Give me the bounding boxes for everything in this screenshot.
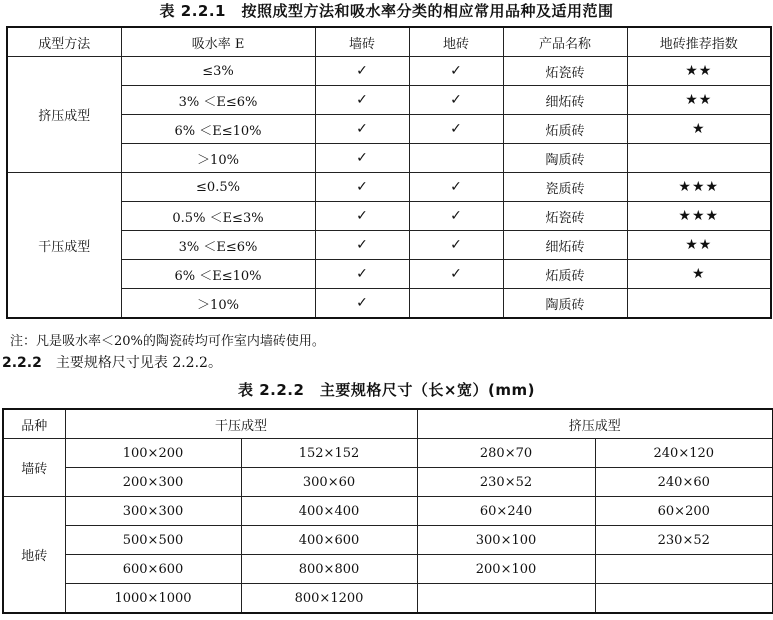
- size-cell: [595, 555, 773, 584]
- column-header: 产品名称: [503, 27, 627, 57]
- floor-tile-check: ✓: [409, 57, 503, 86]
- section-text: 主要规格尺寸见表 2.2.2。: [55, 355, 222, 371]
- section-number: 2.2.2: [2, 355, 42, 371]
- table-row: [3, 555, 773, 584]
- product-name-cell: 炻质砖: [503, 260, 627, 289]
- table-row: [7, 144, 771, 173]
- rating-stars: ★★★: [627, 202, 771, 231]
- table-row: [3, 468, 773, 497]
- table-row: [7, 289, 771, 319]
- rating-stars: ★★: [627, 86, 771, 115]
- floor-tile-check: ✓: [409, 86, 503, 115]
- wall-tile-check: ✓: [315, 144, 409, 173]
- size-cell: 60×200: [595, 497, 773, 526]
- table-2-sizes: [2, 408, 773, 614]
- size-cell: 300×60: [241, 468, 417, 497]
- product-name-cell: 瓷质砖: [503, 173, 627, 202]
- table-row: [7, 86, 771, 115]
- table-row: [3, 526, 773, 555]
- table-2-title: 表 2.2.2 主要规格尺寸（长×宽）(mm): [238, 381, 535, 399]
- product-name-cell: 炻瓷砖: [503, 202, 627, 231]
- size-cell: 280×70: [417, 439, 595, 468]
- absorption-cell: ＞10%: [121, 144, 315, 173]
- size-cell: 230×52: [595, 526, 773, 555]
- size-cell: 600×600: [65, 555, 241, 584]
- rating-stars: ★: [627, 115, 771, 144]
- table-header-row: [3, 409, 773, 439]
- size-cell: [595, 584, 773, 614]
- absorption-cell: ＞10%: [121, 289, 315, 319]
- size-cell: 152×152: [241, 439, 417, 468]
- wall-tile-check: ✓: [315, 115, 409, 144]
- floor-tile-check: ✓: [409, 231, 503, 260]
- size-cell: 400×600: [241, 526, 417, 555]
- section-2-2-2: [2, 352, 222, 372]
- rating-stars: [627, 289, 771, 319]
- rating-stars: ★★: [627, 231, 771, 260]
- size-cell: 300×100: [417, 526, 595, 555]
- variety-cell: 地砖: [3, 497, 65, 614]
- wall-tile-check: ✓: [315, 57, 409, 86]
- product-name-cell: 炻质砖: [503, 115, 627, 144]
- column-header: 地砖: [409, 27, 503, 57]
- absorption-cell: ≤3%: [121, 57, 315, 86]
- size-cell: 300×300: [65, 497, 241, 526]
- product-name-cell: 细炻砖: [503, 231, 627, 260]
- absorption-cell: 3% ＜E≤6%: [121, 231, 315, 260]
- table-row: [3, 497, 773, 526]
- wall-tile-check: ✓: [315, 289, 409, 319]
- column-header: 吸水率 E: [121, 27, 315, 57]
- size-cell: 200×100: [417, 555, 595, 584]
- floor-tile-check: [409, 289, 503, 319]
- column-header: 干压成型: [65, 409, 417, 439]
- variety-cell: 墙砖: [3, 439, 65, 497]
- size-cell: 240×60: [595, 468, 773, 497]
- rating-stars: ★★★: [627, 173, 771, 202]
- table-row: [7, 231, 771, 260]
- size-cell: 100×200: [65, 439, 241, 468]
- absorption-cell: 3% ＜E≤6%: [121, 86, 315, 115]
- wall-tile-check: ✓: [315, 260, 409, 289]
- wall-tile-check: ✓: [315, 86, 409, 115]
- size-cell: 60×240: [417, 497, 595, 526]
- table-2-body: [3, 409, 773, 613]
- size-cell: 200×300: [65, 468, 241, 497]
- size-cell: [417, 584, 595, 614]
- size-cell: 800×1200: [241, 584, 417, 614]
- rating-stars: [627, 144, 771, 173]
- table-row: [7, 202, 771, 231]
- size-cell: 230×52: [417, 468, 595, 497]
- absorption-cell: 6% ＜E≤10%: [121, 260, 315, 289]
- wall-tile-check: ✓: [315, 231, 409, 260]
- floor-tile-check: ✓: [409, 202, 503, 231]
- rating-stars: ★: [627, 260, 771, 289]
- column-header: 墙砖: [315, 27, 409, 57]
- size-cell: 500×500: [65, 526, 241, 555]
- absorption-cell: 0.5% ＜E≤3%: [121, 202, 315, 231]
- product-name-cell: 陶质砖: [503, 144, 627, 173]
- size-cell: 400×400: [241, 497, 417, 526]
- wall-tile-check: ✓: [315, 173, 409, 202]
- size-cell: 240×120: [595, 439, 773, 468]
- floor-tile-check: ✓: [409, 115, 503, 144]
- column-header: 品种: [3, 409, 65, 439]
- absorption-cell: ≤0.5%: [121, 173, 315, 202]
- rating-stars: ★★: [627, 57, 771, 86]
- table-1-body: [7, 27, 771, 318]
- method-cell: 挤压成型: [7, 57, 121, 173]
- absorption-cell: 6% ＜E≤10%: [121, 115, 315, 144]
- table-row: [3, 584, 773, 614]
- wall-tile-check: ✓: [315, 202, 409, 231]
- size-cell: 800×800: [241, 555, 417, 584]
- floor-tile-check: ✓: [409, 173, 503, 202]
- table-row: [3, 439, 773, 468]
- table-row: [7, 115, 771, 144]
- table-header-row: [7, 27, 771, 57]
- column-header: 挤压成型: [417, 409, 773, 439]
- floor-tile-check: ✓: [409, 260, 503, 289]
- table-row: [7, 173, 771, 202]
- column-header: 地砖推荐指数: [627, 27, 771, 57]
- column-header: 成型方法: [7, 27, 121, 57]
- table-1-note: 注：凡是吸水率＜20%的陶瓷砖均可作室内墙砖使用。: [10, 334, 325, 349]
- product-name-cell: 细炻砖: [503, 86, 627, 115]
- table-1-title: 表 2.2.1 按照成型方法和吸水率分类的相应常用品种及适用范围: [159, 2, 614, 20]
- floor-tile-check: [409, 144, 503, 173]
- product-name-cell: 陶质砖: [503, 289, 627, 319]
- table-1-classification: [6, 26, 772, 319]
- size-cell: 1000×1000: [65, 584, 241, 614]
- table-row: [7, 57, 771, 86]
- product-name-cell: 炻瓷砖: [503, 57, 627, 86]
- table-row: [7, 260, 771, 289]
- method-cell: 干压成型: [7, 173, 121, 319]
